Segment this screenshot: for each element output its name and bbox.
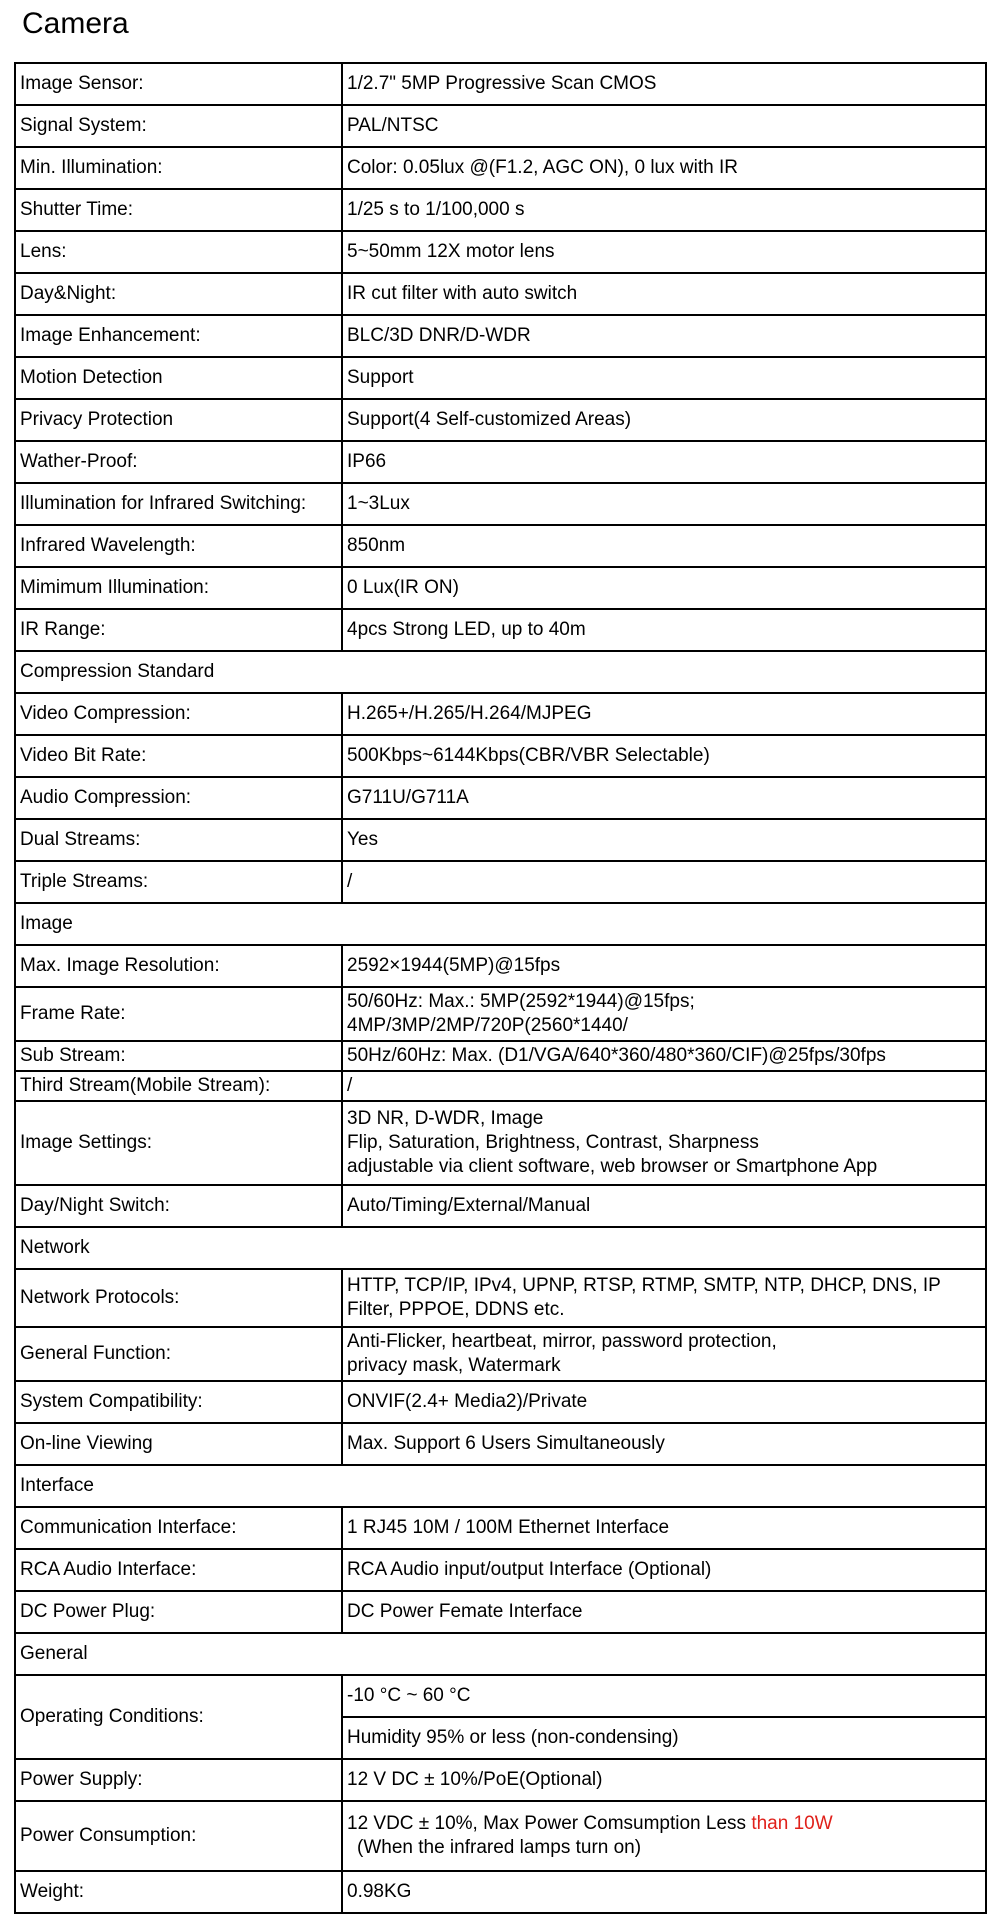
spec-row-shutter-time <box>15 189 986 231</box>
spec-row-minimum-illumination <box>15 567 986 609</box>
spec-label: Power Consumption: <box>15 1801 342 1871</box>
spec-value-line <box>347 1812 981 1836</box>
spec-row-sub-stream <box>15 1041 986 1071</box>
power-highlight: than 10W <box>751 1813 833 1834</box>
spec-row-day-night-switch <box>15 1185 986 1227</box>
spec-value: Yes <box>342 819 986 861</box>
spec-value: -10 °C ~ 60 °C <box>342 1675 986 1717</box>
spec-label: Shutter Time: <box>15 189 342 231</box>
spec-value: Humidity 95% or less (non-condensing) <box>342 1717 986 1759</box>
spec-row-image-sensor <box>15 63 986 105</box>
spec-label: RCA Audio Interface: <box>15 1549 342 1591</box>
spec-value: Auto/Timing/External/Manual <box>342 1185 986 1227</box>
spec-value: 2592×1944(5MP)@15fps <box>342 945 986 987</box>
spec-label: Illumination for Infrared Switching: <box>15 483 342 525</box>
spec-row-frame-rate <box>15 987 986 1041</box>
spec-label: Lens: <box>15 231 342 273</box>
spec-label: On-line Viewing <box>15 1423 342 1465</box>
spec-value: IR cut filter with auto switch <box>342 273 986 315</box>
spec-value: PAL/NTSC <box>342 105 986 147</box>
power-text: 12 VDC ± 10%, Max Power Comsumption Less <box>347 1813 752 1834</box>
spec-value-line: Anti-Flicker, heartbeat, mirror, password protection, <box>347 1331 777 1352</box>
spec-row-rca-audio <box>15 1549 986 1591</box>
spec-value: BLC/3D DNR/D-WDR <box>342 315 986 357</box>
spec-row-audio-compression <box>15 777 986 819</box>
spec-value: / <box>342 1071 986 1101</box>
spec-value: 0.98KG <box>342 1871 986 1913</box>
spec-label: Operating Conditions: <box>15 1675 342 1759</box>
section-header-general <box>15 1633 986 1675</box>
spec-value-line: HTTP, TCP/IP, IPv4, UPNP, RTSP, RTMP, SMTP, NTP, DHCP, DNS, IP <box>347 1275 941 1296</box>
spec-row-online-viewing <box>15 1423 986 1465</box>
spec-value <box>342 1269 986 1327</box>
spec-row-dc-power-plug <box>15 1591 986 1633</box>
spec-row-general-function <box>15 1327 986 1381</box>
spec-label: Mimimum Illumination: <box>15 567 342 609</box>
spec-value: Max. Support 6 Users Simultaneously <box>342 1423 986 1465</box>
spec-row-signal-system <box>15 105 986 147</box>
spec-value: 1/25 s to 1/100,000 s <box>342 189 986 231</box>
page-title: Camera <box>22 7 129 40</box>
spec-row-day-night <box>15 273 986 315</box>
spec-table <box>14 62 987 1914</box>
spec-label: Video Compression: <box>15 693 342 735</box>
spec-label: Video Bit Rate: <box>15 735 342 777</box>
spec-value: 12 V DC ± 10%/PoE(Optional) <box>342 1759 986 1801</box>
spec-row-power-consumption <box>15 1801 986 1871</box>
spec-label: Network Protocols: <box>15 1269 342 1327</box>
spec-value: 1 RJ45 10M / 100M Ethernet Interface <box>342 1507 986 1549</box>
spec-label: IR Range: <box>15 609 342 651</box>
spec-row-privacy-protection <box>15 399 986 441</box>
section-header-network <box>15 1227 986 1269</box>
spec-value <box>342 1327 986 1381</box>
spec-row-third-stream <box>15 1071 986 1101</box>
spec-value-line: (When the infrared lamps turn on) <box>357 1837 642 1858</box>
spec-row-motion-detection <box>15 357 986 399</box>
spec-row-triple-streams <box>15 861 986 903</box>
spec-value: Support(4 Self-customized Areas) <box>342 399 986 441</box>
section-title: Interface <box>15 1465 986 1507</box>
spec-value: Color: 0.05lux @(F1.2, AGC ON), 0 lux with IR <box>342 147 986 189</box>
spec-value: 4pcs Strong LED, up to 40m <box>342 609 986 651</box>
spec-label: Wather-Proof: <box>15 441 342 483</box>
spec-label: Day/Night Switch: <box>15 1185 342 1227</box>
spec-row-ir-switching <box>15 483 986 525</box>
spec-value: DC Power Femate Interface <box>342 1591 986 1633</box>
spec-label: Weight: <box>15 1871 342 1913</box>
spec-value-line: Flip, Saturation, Brightness, Contrast, Sharpness <box>347 1132 759 1153</box>
spec-row-ir-wavelength <box>15 525 986 567</box>
spec-label: Motion Detection <box>15 357 342 399</box>
spec-label: Third Stream(Mobile Stream): <box>15 1071 342 1101</box>
spec-row-min-illumination <box>15 147 986 189</box>
spec-label: Min. Illumination: <box>15 147 342 189</box>
spec-row-power-supply <box>15 1759 986 1801</box>
spec-row-video-bit-rate <box>15 735 986 777</box>
section-header-image <box>15 903 986 945</box>
section-title: General <box>15 1633 986 1675</box>
spec-label: Max. Image Resolution: <box>15 945 342 987</box>
spec-label: Image Sensor: <box>15 63 342 105</box>
spec-value: ONVIF(2.4+ Media2)/Private <box>342 1381 986 1423</box>
spec-label: Signal System: <box>15 105 342 147</box>
spec-row-network-protocols <box>15 1269 986 1327</box>
spec-value: IP66 <box>342 441 986 483</box>
spec-label: Sub Stream: <box>15 1041 342 1071</box>
spec-value: 850nm <box>342 525 986 567</box>
spec-value <box>342 1101 986 1185</box>
spec-value: Support <box>342 357 986 399</box>
spec-label: Infrared Wavelength: <box>15 525 342 567</box>
spec-value: 500Kbps~6144Kbps(CBR/VBR Selectable) <box>342 735 986 777</box>
spec-value: 50Hz/60Hz: Max. (D1/VGA/640*360/480*360/CIF)@25fps/30fps <box>342 1041 986 1071</box>
spec-value-line: 3D NR, D-WDR, Image <box>347 1108 544 1129</box>
spec-row-image-enhancement <box>15 315 986 357</box>
spec-label: Triple Streams: <box>15 861 342 903</box>
spec-row-video-compression <box>15 693 986 735</box>
spec-label: Audio Compression: <box>15 777 342 819</box>
spec-row-dual-streams <box>15 819 986 861</box>
section-title: Network <box>15 1227 986 1269</box>
section-header-compression <box>15 651 986 693</box>
spec-value: 0 Lux(IR ON) <box>342 567 986 609</box>
spec-value: H.265+/H.265/H.264/MJPEG <box>342 693 986 735</box>
spec-value-line: adjustable via client software, web browser or Smartphone App <box>347 1156 878 1177</box>
spec-label: System Compatibility: <box>15 1381 342 1423</box>
spec-value-line: 4MP/3MP/2MP/720P(2560*1440/ <box>347 1015 628 1036</box>
spec-row-image-settings <box>15 1101 986 1185</box>
spec-row-weight <box>15 1871 986 1913</box>
spec-value-line: privacy mask, Watermark <box>347 1355 561 1376</box>
spec-value: 5~50mm 12X motor lens <box>342 231 986 273</box>
spec-row-system-compatibility <box>15 1381 986 1423</box>
spec-label: Privacy Protection <box>15 399 342 441</box>
spec-value: RCA Audio input/output Interface (Optional) <box>342 1549 986 1591</box>
spec-row-lens <box>15 231 986 273</box>
spec-value-line: Filter, PPPOE, DDNS etc. <box>347 1299 565 1320</box>
spec-value-line: 50/60Hz: Max.: 5MP(2592*1944)@15fps; <box>347 991 695 1012</box>
spec-row-communication-interface <box>15 1507 986 1549</box>
spec-label: Dual Streams: <box>15 819 342 861</box>
spec-value: 1~3Lux <box>342 483 986 525</box>
section-title: Image <box>15 903 986 945</box>
section-header-interface <box>15 1465 986 1507</box>
spec-value <box>342 1801 986 1871</box>
section-title: Compression Standard <box>15 651 986 693</box>
spec-row-max-resolution <box>15 945 986 987</box>
spec-label: Image Enhancement: <box>15 315 342 357</box>
spec-label: Communication Interface: <box>15 1507 342 1549</box>
spec-value: 1/2.7" 5MP Progressive Scan CMOS <box>342 63 986 105</box>
spec-row-waterproof <box>15 441 986 483</box>
spec-label: Day&Night: <box>15 273 342 315</box>
spec-row-ir-range <box>15 609 986 651</box>
spec-value: G711U/G711A <box>342 777 986 819</box>
spec-label: Frame Rate: <box>15 987 342 1041</box>
spec-label: Image Settings: <box>15 1101 342 1185</box>
spec-value: / <box>342 861 986 903</box>
spec-label: Power Supply: <box>15 1759 342 1801</box>
spec-label: General Function: <box>15 1327 342 1381</box>
spec-label: DC Power Plug: <box>15 1591 342 1633</box>
spec-value <box>342 987 986 1041</box>
spec-row-operating-temp <box>15 1675 986 1717</box>
